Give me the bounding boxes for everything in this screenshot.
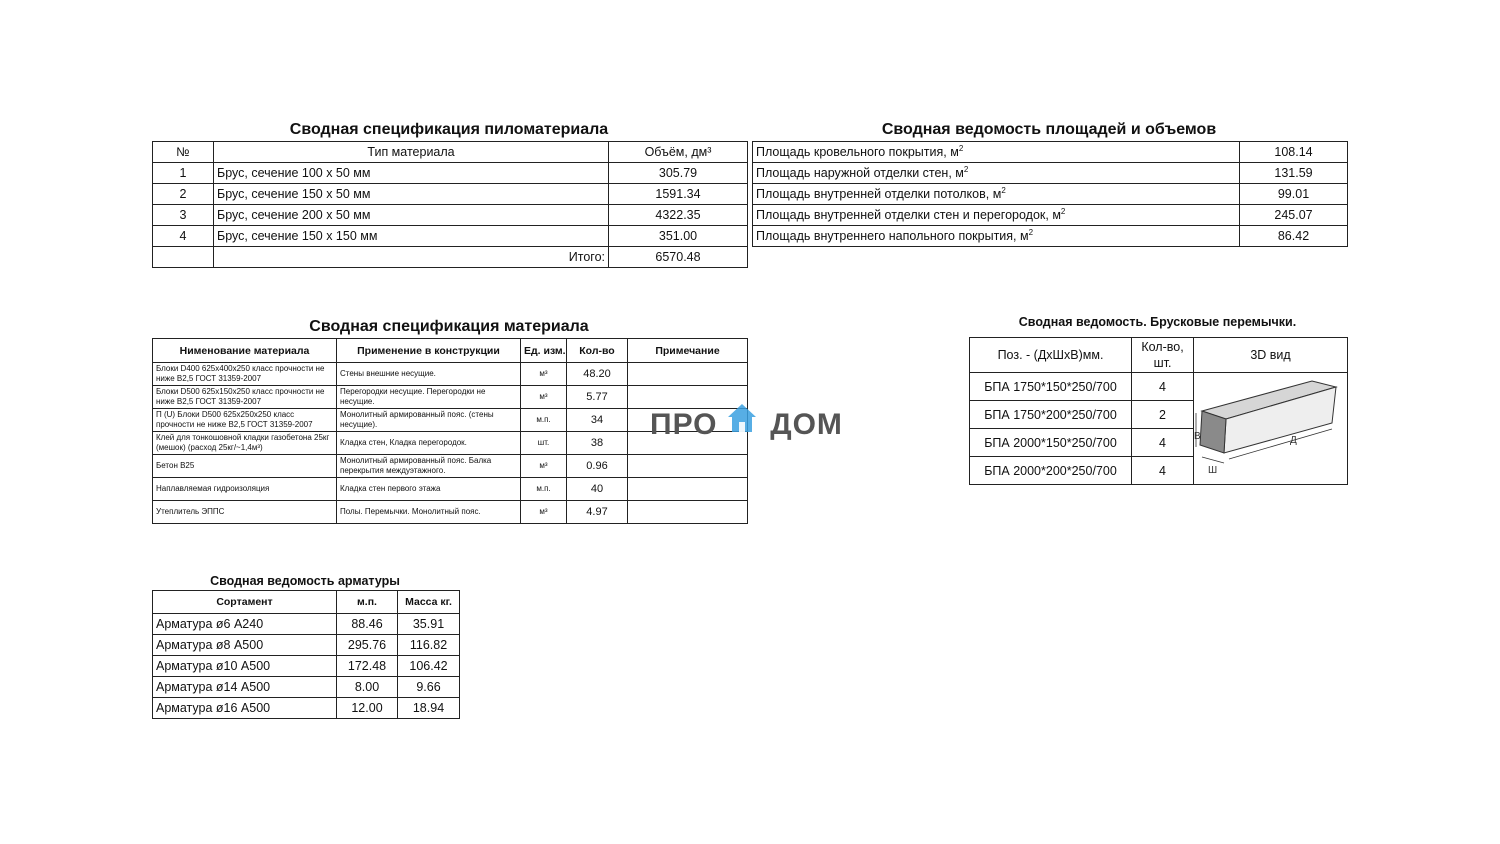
col-header-mass: Масса кг. (398, 591, 460, 614)
col-header-assortment: Сортамент (153, 591, 337, 614)
table-row (753, 184, 1348, 205)
col-header-position: Поз. - (ДхШхВ)мм. (970, 338, 1132, 373)
lumber-table (152, 141, 748, 268)
lintel-position: БПА 2000*150*250/700 (970, 429, 1132, 457)
col-header-name: Нименование материала (153, 339, 337, 363)
rebar-length: 172.48 (337, 656, 398, 677)
material-type: Брус, сечение 150 х 50 мм (214, 184, 609, 205)
lintel-qty: 4 (1132, 429, 1194, 457)
area-label: Площадь внутренней отделки стен и перегородок, $м^2$ (753, 205, 1240, 226)
volume-value: 4322.35 (609, 205, 748, 226)
material-qty: 40 (567, 478, 628, 501)
area-label: Площадь кровельного покрытия, $м^2$ (753, 142, 1240, 163)
table-row (970, 373, 1348, 401)
rebar-mass: 106.42 (398, 656, 460, 677)
table-row (753, 226, 1348, 247)
material-unit: м³ (521, 386, 567, 409)
col-header-3d-view: 3D вид (1194, 338, 1348, 373)
material-unit: м³ (521, 363, 567, 386)
watermark-right-text: ДОМ (770, 408, 843, 441)
rebar-length: 8.00 (337, 677, 398, 698)
col-header-volume: Объём, дм³ (609, 142, 748, 163)
row-number: 3 (153, 205, 214, 226)
col-header-unit: Ед. изм. (521, 339, 567, 363)
material-table-title: Сводная спецификация материала (309, 318, 589, 335)
lintel-beam-icon (1194, 373, 1346, 481)
material-usage: Кладка стен первого этажа (337, 478, 521, 501)
col-header-type: Тип материала (214, 142, 609, 163)
material-note (628, 455, 748, 478)
material-name: Утеплитель ЭППС (153, 501, 337, 524)
table-row (153, 163, 748, 184)
lintel-position: БПА 2000*200*250/700 (970, 457, 1132, 485)
table-row (153, 501, 748, 524)
col-header-qty: Кол-во (567, 339, 628, 363)
volume-value: 305.79 (609, 163, 748, 184)
table-header-row (153, 591, 460, 614)
rebar-length: 295.76 (337, 635, 398, 656)
lintels-table-title: Сводная ведомость. Брусковые перемычки. (1018, 315, 1297, 329)
table-row (753, 142, 1348, 163)
material-usage: Полы. Перемычки. Монолитный пояс. (337, 501, 521, 524)
material-qty: 38 (567, 432, 628, 455)
table-row (153, 184, 748, 205)
house-icon (727, 402, 761, 442)
volume-value: 1591.34 (609, 184, 748, 205)
areas-table (752, 141, 1348, 247)
empty-cell (153, 247, 214, 268)
rebar-mass: 116.82 (398, 635, 460, 656)
row-number: 4 (153, 226, 214, 247)
material-type: Брус, сечение 100 х 50 мм (214, 163, 609, 184)
lintel-position: БПА 1750*150*250/700 (970, 373, 1132, 401)
lintels-table (969, 337, 1348, 485)
material-qty: 34 (567, 409, 628, 432)
material-name: Клей для тонкошовной кладки газобетона 25кг (мешок) (расход 25кг/~1,4м³) (153, 432, 337, 455)
rebar-name: Арматура ø10 А500 (153, 656, 337, 677)
rebar-name: Арматура ø8 А500 (153, 635, 337, 656)
rebar-name: Арматура ø14 А500 (153, 677, 337, 698)
material-name: Блоки D400 625х400х250 класс прочности не ниже В2,5 ГОСТ 31359-2007 (153, 363, 337, 386)
volume-value: 351.00 (609, 226, 748, 247)
rebar-mass: 18.94 (398, 698, 460, 719)
row-number: 2 (153, 184, 214, 205)
rebar-length: 12.00 (337, 698, 398, 719)
watermark-left-text: ПРО (650, 408, 718, 441)
col-header-note: Примечание (628, 339, 748, 363)
table-header-row (153, 142, 748, 163)
rebar-mass: 35.91 (398, 614, 460, 635)
table-row (153, 478, 748, 501)
table-row (153, 226, 748, 247)
rebar-mass: 9.66 (398, 677, 460, 698)
col-header-usage: Применение в конструкции (337, 339, 521, 363)
lintel-qty: 2 (1132, 401, 1194, 429)
material-usage: Стены внешние несущие. (337, 363, 521, 386)
table-row (153, 455, 748, 478)
table-row (153, 698, 460, 719)
col-header-length: м.п. (337, 591, 398, 614)
lintel-3d-view (1194, 373, 1348, 485)
material-name: П (U) Блоки D500 625х250х250 класс прочности не ниже В2,5 ГОСТ 31359-2007 (153, 409, 337, 432)
dim-label-width: Ш (1208, 465, 1218, 476)
material-unit: шт. (521, 432, 567, 455)
area-value: 131.59 (1240, 163, 1348, 184)
material-usage: Кладка стен, Кладка перегородок. (337, 432, 521, 455)
table-row (753, 163, 1348, 184)
total-value: 6570.48 (609, 247, 748, 268)
material-type: Брус, сечение 200 х 50 мм (214, 205, 609, 226)
rebar-table-title: Сводная ведомость арматуры (210, 574, 400, 588)
area-label: Площадь наружной отделки стен, $м^2$ (753, 163, 1240, 184)
area-value: 108.14 (1240, 142, 1348, 163)
material-unit: м³ (521, 455, 567, 478)
rebar-name: Арматура ø6 А240 (153, 614, 337, 635)
dim-label-height: В (1194, 431, 1201, 442)
material-note (628, 501, 748, 524)
lintel-qty: 4 (1132, 457, 1194, 485)
material-note (628, 363, 748, 386)
material-usage: Перегородки несущие. Перегородки не несущие. (337, 386, 521, 409)
area-value: 245.07 (1240, 205, 1348, 226)
col-header-qty: Кол-во, шт. (1132, 338, 1194, 373)
table-header-row (970, 338, 1348, 373)
table-row (753, 205, 1348, 226)
total-row (153, 247, 748, 268)
table-row (153, 656, 460, 677)
material-unit: м.п. (521, 478, 567, 501)
col-header-number: № (153, 142, 214, 163)
watermark-logo (650, 402, 843, 442)
material-type: Брус, сечение 150 х 150 мм (214, 226, 609, 247)
areas-table-title: Сводная ведомость площадей и объемов (881, 121, 1217, 138)
table-row (153, 635, 460, 656)
material-usage: Монолитный армированный пояс. (стены несущие). (337, 409, 521, 432)
table-row (153, 205, 748, 226)
table-row (153, 363, 748, 386)
material-name: Наплавляемая гидроизоляция (153, 478, 337, 501)
table-row (153, 677, 460, 698)
material-qty: 48.20 (567, 363, 628, 386)
material-qty: 0.96 (567, 455, 628, 478)
table-row (153, 614, 460, 635)
area-value: 99.01 (1240, 184, 1348, 205)
total-label: Итого: (214, 247, 609, 268)
table-header-row (153, 339, 748, 363)
material-note (628, 478, 748, 501)
lintel-qty: 4 (1132, 373, 1194, 401)
lintel-position: БПА 1750*200*250/700 (970, 401, 1132, 429)
row-number: 1 (153, 163, 214, 184)
rebar-table (152, 590, 460, 719)
material-unit: м.п. (521, 409, 567, 432)
material-name: Бетон В25 (153, 455, 337, 478)
material-qty: 5.77 (567, 386, 628, 409)
dim-label-length: Д (1290, 435, 1297, 446)
area-value: 86.42 (1240, 226, 1348, 247)
area-label: Площадь внутренней отделки потолков, $м^2$ (753, 184, 1240, 205)
material-usage: Монолитный армированный пояс. Балка перекрытия междуэтажного. (337, 455, 521, 478)
material-qty: 4.97 (567, 501, 628, 524)
lumber-table-title: Сводная спецификация пиломатериала (289, 121, 609, 138)
rebar-name: Арматура ø16 А500 (153, 698, 337, 719)
material-name: Блоки D500 625х150х250 класс прочности не ниже В2,5 ГОСТ 31359-2007 (153, 386, 337, 409)
area-label: Площадь внутреннего напольного покрытия, $м^2$ (753, 226, 1240, 247)
rebar-length: 88.46 (337, 614, 398, 635)
material-unit: м³ (521, 501, 567, 524)
